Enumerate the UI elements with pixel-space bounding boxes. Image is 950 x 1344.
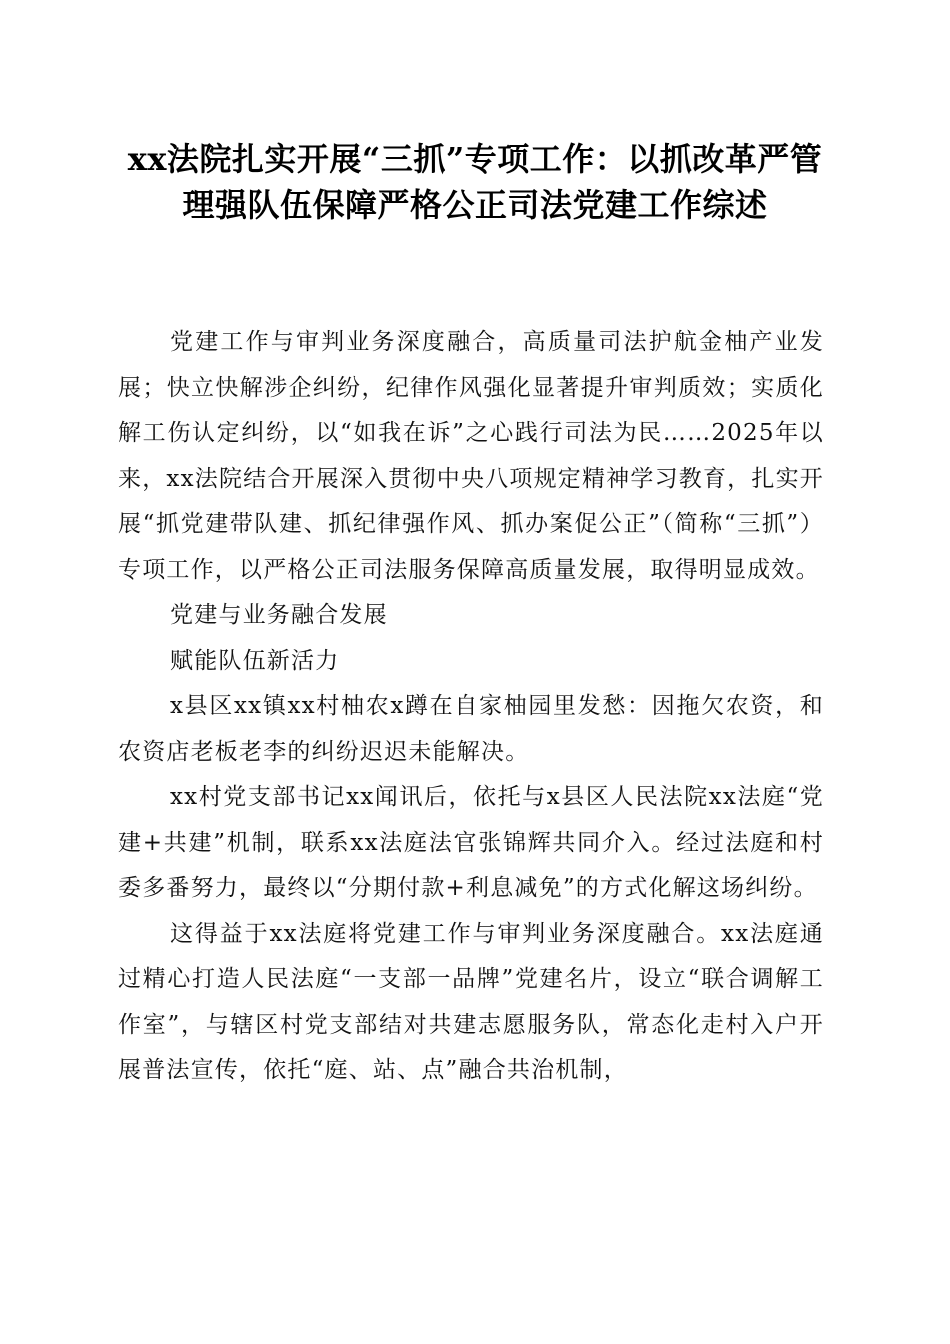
section-heading-1: 党建与业务融合发展	[170, 602, 388, 628]
paragraph: 这得益于xx法庭将党建工作与审判业务深度融合。xx法庭通过精心打造人民法庭“一支部一品牌”党建名片，设立“联合调解工作室”，与辖区村党支部结对共建志愿服务队，常态化走村入户开展普法宣传，依托“庭、站、点”融合共治机制，	[118, 920, 824, 1083]
section-heading-2: 赋能队伍新活力	[170, 647, 340, 674]
document-body	[118, 320, 824, 1094]
paragraph-intro: 党建工作与审判业务深度融合，高质量司法护航金柚产业发展；快立快解涉企纠纷，纪律作风强化显著提升审判质效；实质化解工伤认定纠纷，以“如我在诉”之心践行司法为民……2025年以来，xx法院结合开展深入贯彻中央八项规定精神学习教育，扎实开展“抓党建带队建、抓纪律强作风、抓办案促公正”（简称“三抓”）专项工作，以严格公正司法服务保障高质量发展，取得明显成效。	[118, 329, 824, 583]
document-title: xx法院扎实开展“三抓”专项工作：以抓改革严管理强队伍保障严格公正司法党建工作综述	[127, 140, 823, 224]
paragraph: xx村党支部书记xx闻讯后，依托与x县区人民法院xx法庭“党建+共建”机制，联系xx法庭法官张锦辉共同介入。经过法庭和村委多番努力，最终以“分期付款+利息减免”的方式化解这场纠纷。	[118, 784, 824, 901]
paragraph: x县区xx镇xx村柚农x蹲在自家柚园里发愁：因拖欠农资，和农资店老板老李的纠纷迟迟未能解决。	[118, 693, 824, 765]
